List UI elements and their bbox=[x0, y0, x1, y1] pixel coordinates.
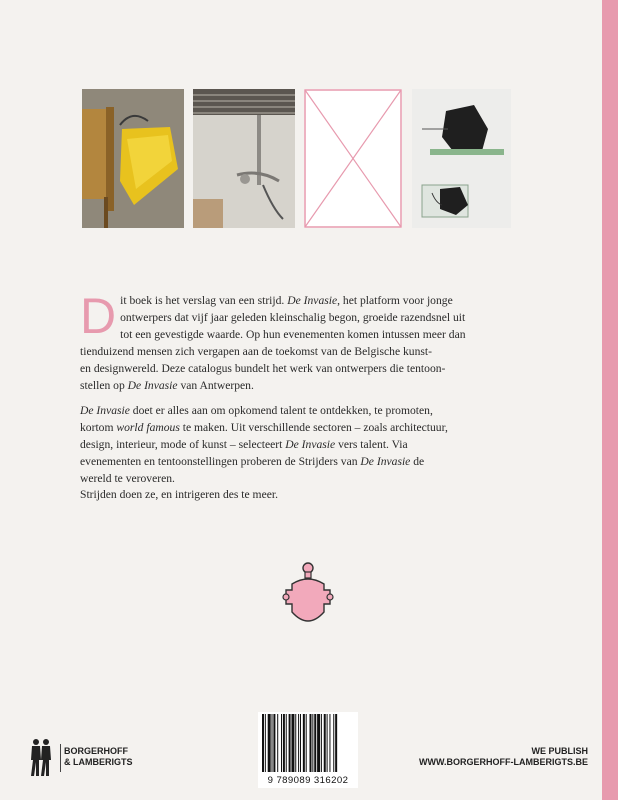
publisher-website[interactable]: WE PUBLISH WWW.BORGERHOFF-LAMBERIGTS.BE bbox=[419, 746, 588, 767]
invasion-mascot-icon bbox=[278, 560, 338, 636]
intro-paragraph bbox=[80, 288, 510, 394]
drop-cap: D bbox=[80, 288, 117, 344]
placeholder-frame-x bbox=[304, 89, 402, 228]
barcode-icon bbox=[258, 714, 358, 774]
publisher-logo-icon bbox=[28, 738, 54, 778]
intro-text: it boek is het verslag van een strijd. De Invasie, het platform voor jonge ontwerpers dat vijf jaar geleden kleinschalig begon, groeide razendsnel uit tot een gevestigde waarde. Op hun evenementen komen intussen meer dan tienduizend mensen zich vergapen aan de toekomst van de Belgische kunst- en designwereld. Deze catalogus bundelt het werk van ontwerpers die tentoon- stellen op De Invasie van Antwerpen. bbox=[80, 294, 466, 392]
publisher-name: BORGERHOFF & LAMBERIGTS bbox=[64, 746, 133, 767]
body-paragraph-3: Strijden doen ze, en intrigeren des te meer. bbox=[80, 488, 278, 501]
isbn-barcode bbox=[258, 712, 358, 788]
photo-ceiling-hook bbox=[193, 89, 295, 228]
pink-spine-stripe bbox=[602, 0, 618, 800]
body-paragraph-2: De Invasie doet er alles aan om opkomend talent te ontdekken, te promoten, kortom world famous te maken. Uit verschillende sectoren – zoals architectuur, design, interieur, mode of kunst – selecteert De Invasie vers talent. Via evenementen en tentoonstellingen proberen de Strijders van De Invasie de wereld te veroveren. bbox=[80, 404, 448, 485]
photo-black-rocks bbox=[412, 89, 511, 228]
photo-yellow-bag bbox=[82, 89, 184, 228]
publisher-divider bbox=[60, 744, 61, 772]
isbn-number: 9 789089 316202 bbox=[267, 775, 349, 786]
